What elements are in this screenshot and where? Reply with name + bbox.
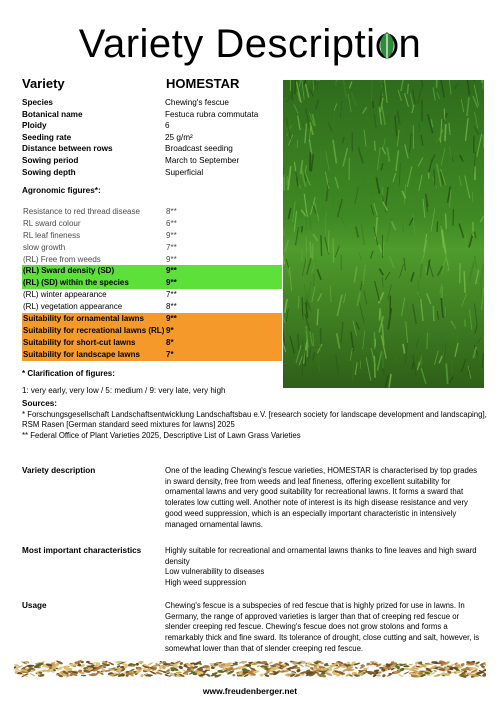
agronomic-row	[22, 206, 282, 218]
usage-section	[22, 601, 482, 655]
spec-row: Distance between rows Broadcast seeding	[22, 144, 233, 154]
spec-row: Seeding rate 25 g/m²	[22, 132, 193, 142]
agronomic-value: 7**	[166, 290, 177, 300]
agronomic-value: 6**	[166, 218, 177, 228]
agronomic-label: (RL) vegetation appearance	[23, 302, 123, 312]
agronomic-row	[22, 277, 282, 289]
characteristics-section	[22, 546, 482, 589]
variety-name: HOMESTAR	[166, 76, 240, 91]
agronomic-row	[22, 254, 282, 266]
specs-table	[22, 97, 282, 178]
variety-label: Variety	[22, 76, 65, 91]
seed-strip-graphic	[14, 660, 486, 678]
agronomic-value: 7**	[166, 242, 177, 252]
agronomic-label: RL sward colour	[23, 218, 81, 228]
agronomic-label: Resistance to red thread disease	[23, 207, 140, 216]
agronomic-row	[22, 313, 282, 325]
footer-url[interactable]: www.freudenberger.net	[202, 686, 298, 696]
agronomic-value: 8**	[166, 302, 177, 312]
source-item: ** Federal Office of Plant Varieties 2025, Descriptive List of Lawn Grass Varieties	[22, 430, 301, 440]
grass-image	[283, 80, 484, 388]
variety-description-label: Variety description	[22, 466, 96, 475]
agronomic-label: Suitability for recreational lawns (RL)	[23, 325, 165, 335]
spec-row: Sowing depth Superficial	[22, 167, 204, 177]
agronomic-table	[22, 206, 282, 361]
characteristics-label: Most important characteristics	[22, 546, 142, 555]
agronomic-row	[22, 349, 282, 361]
grass-photo	[283, 80, 484, 388]
agronomic-label: (RL) Sward density (SD)	[23, 266, 115, 276]
characteristic-item: High weed suppression	[165, 578, 247, 588]
agronomic-label: Suitability for short-cut lawns	[23, 337, 136, 347]
agronomic-label: RL leaf fineness	[23, 230, 81, 240]
agronomic-label: (RL) Free from weeds	[23, 254, 101, 264]
agronomic-row	[22, 337, 282, 349]
sources-list	[22, 410, 492, 441]
agronomic-value: 9**	[166, 278, 177, 288]
agronomic-row	[22, 325, 282, 337]
agronomic-value: 9**	[166, 314, 177, 324]
spec-row: Species Chewing's fescue	[22, 98, 229, 107]
spec-row: Ploidy 6	[22, 121, 170, 131]
characteristic-item: Low vulnerability to diseases	[165, 567, 265, 577]
characteristics-list	[165, 546, 482, 589]
agronomic-row	[22, 242, 282, 254]
agronomic-row	[22, 289, 282, 301]
variety-description-section	[22, 466, 482, 530]
agronomic-value: 9**	[166, 266, 177, 276]
usage-label: Usage	[22, 601, 47, 610]
leaf-logo-icon	[376, 30, 398, 60]
agronomic-row	[22, 265, 282, 277]
agronomic-row	[22, 218, 282, 230]
spec-row: Botanical name Festuca rubra commutata	[22, 109, 259, 119]
agronomic-value: 9**	[166, 230, 177, 240]
agronomic-value: 9**	[166, 254, 177, 264]
characteristic-item: Highly suitable for recreational and ornamental lawns thanks to fine leaves and high sward density	[165, 546, 477, 566]
agronomic-row	[22, 230, 282, 242]
agronomic-label: Suitability for landscape lawns	[23, 349, 140, 359]
spec-row: Sowing period March to September	[22, 155, 240, 165]
agronomic-label: slow growth	[23, 242, 66, 252]
page-title-text: Variety Descripti n	[78, 22, 422, 66]
clarification-text: 1: very early, very low / 5: medium / 9: very late, very high	[22, 386, 226, 395]
agronomic-value: 9*	[166, 325, 174, 335]
sources-title: Sources:	[22, 399, 58, 408]
agronomic-value: 8*	[166, 337, 174, 347]
clarification-title: * Clarification of figures:	[22, 369, 115, 378]
agronomic-value: 8**	[166, 207, 177, 216]
agronomic-label: (RL) winter appearance	[23, 290, 107, 300]
agronomic-title: Agronomic figures*:	[22, 186, 101, 195]
variety-description-text: One of the leading Chewing's fescue varieties, HOMESTAR is characterised by top grades in sward density, free from weeds and leaf fineness, offering excellent suitability for ornamental lawns and very good suitability for recreational lawns. It forms a sward that tolerates low cutting well. Another note of interest is its high disease resistance and very good weed suppression, which is an especially important characteristic in intensively managed ornamental lawns.	[165, 466, 478, 529]
seed-strip-image	[14, 660, 486, 678]
agronomic-value: 7*	[166, 349, 174, 359]
source-item: * Forschungsgesellschaft Landschaftsentwicklung Landschaftsbau e.V. [research society for landscape development and landscaping], RSM Rasen [German standard seed mixtures for lawns] 2025	[22, 410, 487, 430]
agronomic-label: Suitability for ornamental lawns	[23, 314, 144, 324]
agronomic-row	[22, 301, 282, 313]
usage-text: Chewing's fescue is a subspecies of red fescue that is highly prized for use in lawns. In Germany, the range of approved varieties is larger than that of creeping red fescue or slender creeping red fescue. Chewing's fescue does not grow stolons and forms a remarkably thick and fine sward. Its tolerance of drought, close cutting and salt, however, is somewhat lower than that of slender creeping red fescue.	[165, 601, 480, 653]
page-title	[0, 20, 500, 68]
agronomic-label: (RL) (SD) within the species	[23, 278, 129, 288]
